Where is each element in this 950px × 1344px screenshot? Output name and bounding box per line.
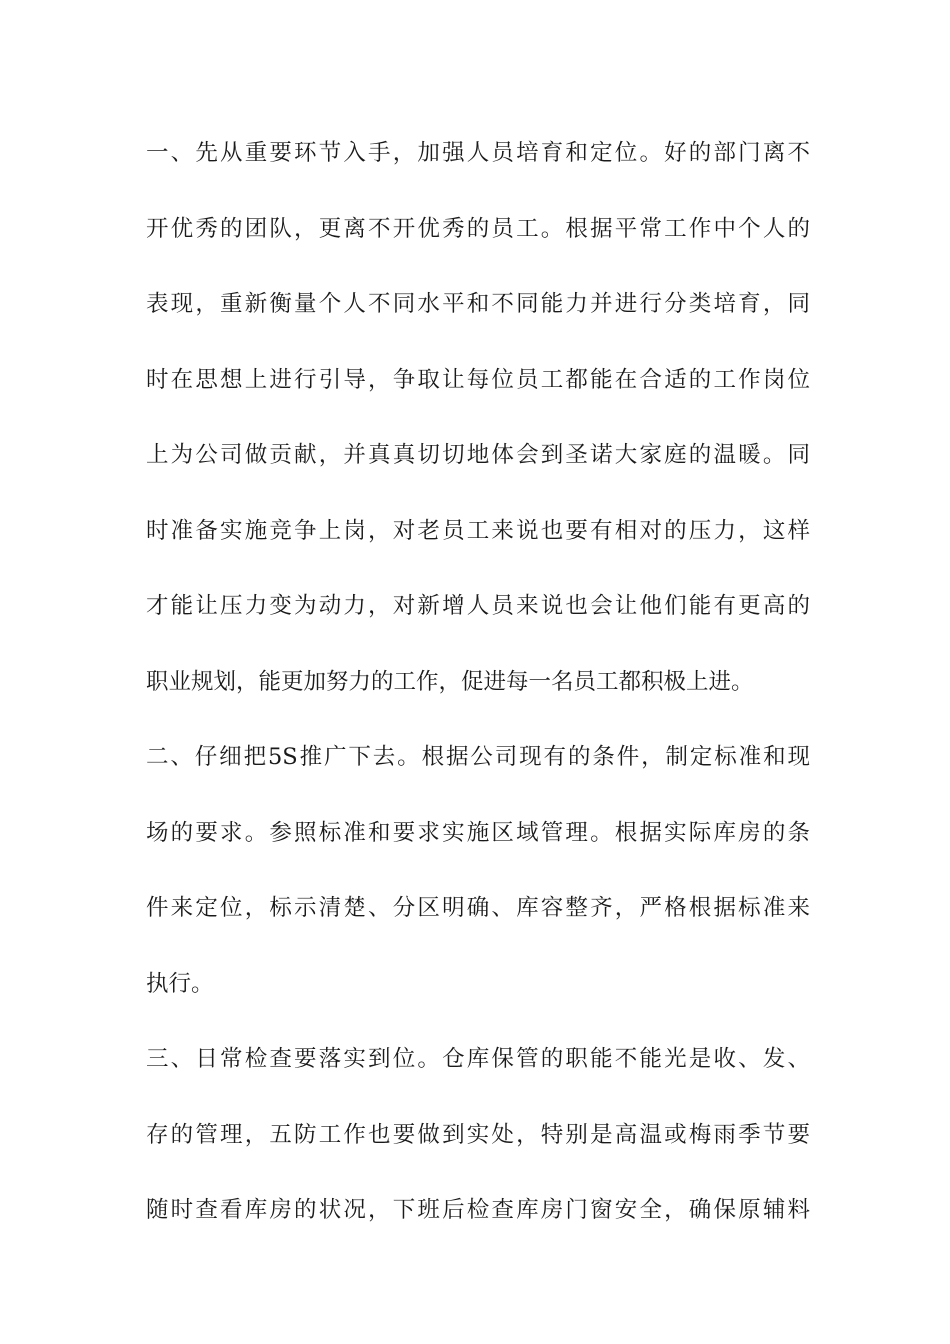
paragraph-1-line-6: 时准备实施竞争上岗，对老员工来说也要有相对的压力，这样 <box>146 517 810 544</box>
paragraph-2-line-2: 场的要求。参照标准和要求实施区域管理。根据实际库房的条 <box>146 819 810 846</box>
document-body <box>146 128 810 1261</box>
paragraph-1-line-3: 表现，重新衡量个人不同水平和不同能力并进行分类培育，同 <box>146 291 810 317</box>
paragraph-2-line-3: 件来定位，标示清楚、分区明确、库容整齐，严格根据标准来 <box>146 895 810 921</box>
paragraph-1-line-8: 职业规划，能更加努力的工作，促进每一名员工都积极上进。 <box>146 668 754 695</box>
paragraph-1-line-1: 一、先从重要环节入手，加强人员培育和定位。好的部门离不 <box>146 140 810 166</box>
paragraph-1-line-7: 才能让压力变为动力，对新增人员来说也会让他们能有更高的 <box>146 593 810 619</box>
paragraph-2-line-1: 二、仔细把5S推广下去。根据公司现有的条件，制定标准和现 <box>146 744 810 770</box>
paragraph-1-line-5: 上为公司做贡献，并真真切切地体会到圣诺大家庭的温暖。同 <box>146 442 810 468</box>
paragraph-3-line-3: 随时查看库房的状况，下班后检查库房门窗安全，确保原辅料 <box>146 1197 810 1223</box>
paragraph-2-line-4: 执行。 <box>146 970 214 997</box>
paragraph-1-line-4: 时在思想上进行引导，争取让每位员工都能在合适的工作岗位 <box>146 366 810 393</box>
paragraph-3-line-1: 三、日常检查要落实到位。仓库保管的职能不能光是收、发、 <box>146 1046 810 1072</box>
paragraph-3-line-2: 存的管理，五防工作也要做到实处，特别是高温或梅雨季节要 <box>146 1121 810 1148</box>
paragraph-1-line-2: 开优秀的团队，更离不开优秀的员工。根据平常工作中个人的 <box>146 215 810 242</box>
